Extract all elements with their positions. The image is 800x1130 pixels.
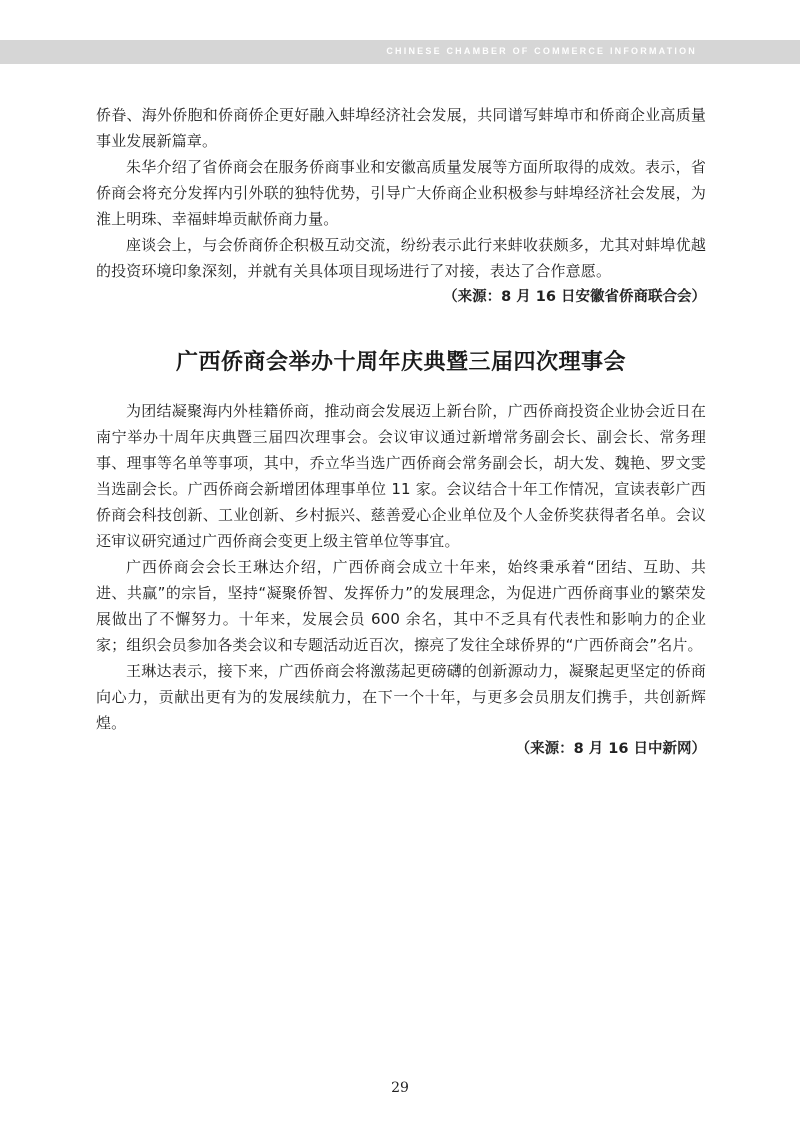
article-2-title: 广西侨商会举办十周年庆典暨三届四次理事会 <box>175 350 626 375</box>
page-number: 29 <box>391 1080 409 1096</box>
article-2-paragraph: 王琳达表示，接下来，广西侨商会将激荡起更磅礴的创新源动力，凝聚起更坚定的侨商向心力，贡献出更有为的发展续航力，在下一个十年，与更多会员朋友们携手，共创新辉煌。 <box>96 662 706 732</box>
running-title: CHINESE CHAMBER OF COMMERCE INFORMATION <box>386 46 697 56</box>
article-2-source: （来源：8 月 16 日中新网） <box>515 741 706 757</box>
page-content <box>96 102 706 762</box>
article-2-paragraph: 为团结凝聚海内外桂籍侨商，推动商会发展迈上新台阶，广西侨商投资企业协会近日在南宁举办十周年庆典暨三届四次理事会。会议审议通过新增常务副会长、副会长、常务理事、理事等名单等事项，其中，乔立华当选广西侨商会常务副会长，胡大发、魏艳、罗文雯当选副会长。广西侨商会新增团体理事单位 11 家。会议结合十年工作情况，宣读表彰广西侨商会科技创新、工业创新、乡村振兴、慈善爱心企业单位及个人金侨奖获得者名单。会议还审议研究通过广西侨商会变更上级主管单位等事宜。 <box>96 402 706 550</box>
article-1-paragraph: 侨眷、海外侨胞和侨商侨企更好融入蚌埠经济社会发展，共同谱写蚌埠市和侨商企业高质量事业发展新篇章。 <box>96 106 706 150</box>
article-1-paragraph: 座谈会上，与会侨商侨企积极互动交流，纷纷表示此行来蚌收获颇多，尤其对蚌埠优越的投资环境印象深刻，并就有关具体项目现场进行了对接，表达了合作意愿。 <box>96 236 706 280</box>
article-2-paragraph: 广西侨商会会长王琳达介绍，广西侨商会成立十年来，始终秉承着“团结、互助、共进、共赢”的宗旨，坚持“凝聚侨智、发挥侨力”的发展理念，为促进广西侨商事业的繁荣发展做出了不懈努力。十年来，发展会员 600 余名，其中不乏具有代表性和影响力的企业家；组织会员参加各类会议和专题活动近百次，擦亮了发往全球侨界的“广西侨商会”名片。 <box>96 558 706 654</box>
article-1-paragraph: 朱华介绍了省侨商会在服务侨商事业和安徽高质量发展等方面所取得的成效。表示，省侨商会将充分发挥内引外联的独特优势，引导广大侨商企业积极参与蚌埠经济社会发展，为淮上明珠、幸福蚌埠贡献侨商力量。 <box>96 158 706 228</box>
article-1-source: （来源：8 月 16 日安徽省侨商联合会） <box>443 289 706 305</box>
